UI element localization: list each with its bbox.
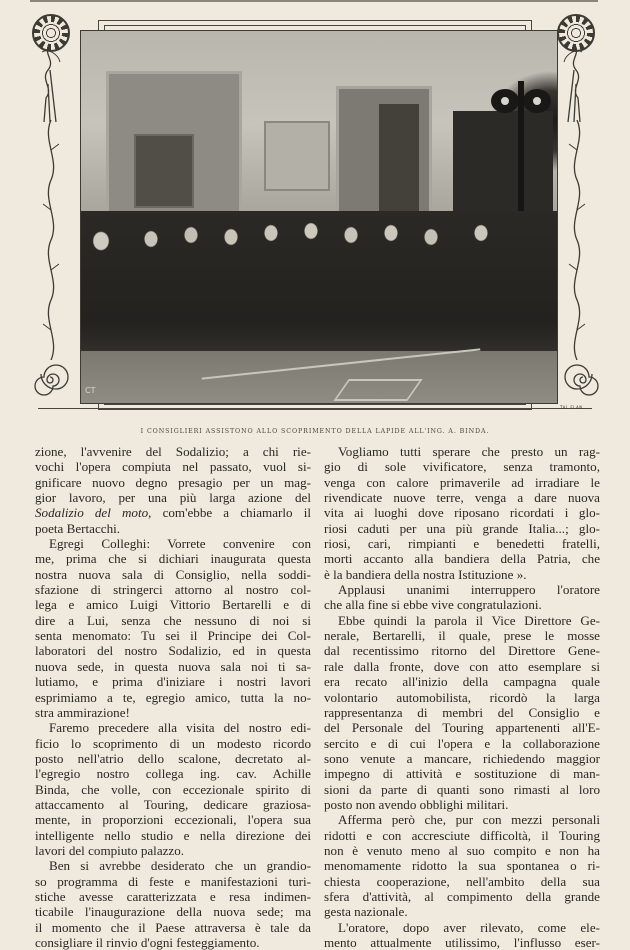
text-line: il momento che il Paese attraversa è tale da (35, 919, 311, 935)
text-line: impegno di attività e sostituzione di man- (324, 766, 600, 782)
text-line: poeta Bertacchi. (35, 520, 121, 536)
text-line: laboratori del nostro Sodalizio, ed in questa (35, 643, 311, 659)
text-line: nuova sede, in questa nuova sala noi ti sa- (35, 658, 311, 674)
text-line: rivendicate nuove terre, venga a dare nuova (324, 490, 600, 506)
text-line: nostra nuova sala di Consiglio, nella soddi- (35, 566, 311, 582)
paragraph (324, 920, 600, 950)
text-line: chiesta cooperazione, nell'ambito della sua (324, 873, 600, 889)
text-line: gesta nazionale. (324, 904, 408, 920)
text-column-right (324, 444, 600, 950)
paragraph (324, 444, 600, 582)
text-line: stra ammirazione! (35, 704, 130, 720)
text-line: del Personale del Touring appartenenti all'E- (324, 720, 600, 736)
text-line: ridotti e con accresciute difficoltà, il Touring (324, 827, 600, 843)
paragraph (324, 582, 600, 613)
text-line: sercito e di cui l'opera e la collaborazione (324, 735, 600, 751)
paragraph (35, 536, 311, 720)
text-line: gnificare nuovo degno presagio per un mag- (35, 474, 311, 490)
text-line: che alla fine si ebbe vive congratulazioni. (324, 597, 542, 613)
text-line: è la bandiera della nostra Istituzione ». (324, 566, 527, 582)
text-line: Ben si avrebbe desiderato che un grandio- (49, 858, 311, 874)
paragraph (35, 858, 311, 950)
paragraph (35, 444, 311, 536)
text-line: rale dalla fronte, dove con atto esemplare si (324, 658, 600, 674)
text-line: Applausi unanimi interruppero l'oratore (338, 582, 600, 598)
text-line: stiche avesse caratterizzata e resa indimen- (35, 888, 311, 904)
paragraph (324, 613, 600, 812)
text-line: rappresentanza di membri del Consiglio e (324, 704, 600, 720)
text-line: Sodalizio del moto, com'ebbe a chiamarlo il (35, 505, 311, 521)
photo-crowd (81, 211, 557, 371)
photo-credit: TAL.FLAN (560, 405, 583, 410)
text-line: ticabile l'inaugurazione della nuova sede; ma (35, 904, 311, 920)
text-line: riosi, cari, rimpianti e benedetti fratelli, (324, 536, 600, 552)
text-line: morti accanto alla bandiera della Patria, che (324, 551, 600, 567)
text-line: sono venute a mancare, richiedendo maggior (324, 750, 600, 766)
text-line: so programma di feste e manifestazioni turi- (35, 873, 311, 889)
text-line: Ebbe quindi la parola il Vice Direttore Ge- (338, 612, 600, 628)
text-column-left (35, 444, 311, 950)
photo-commemorative-plaque (264, 121, 330, 191)
text-line: l'egregio nostro collega ing. cav. Achille (35, 766, 311, 782)
text-line: non è venuto meno al suo compito e non ha (324, 842, 600, 858)
text-line: Binda, che volle, con eccezionale spirito di (35, 781, 311, 797)
text-line: lutiamo, e prima d'iniziare i nostri lavori (35, 674, 311, 690)
text-line: dal recentissimo ritorno del Direttore Gene- (324, 643, 600, 659)
text-line: venga con calore primaverile ad irradiare le (324, 474, 600, 490)
paragraph (35, 720, 311, 858)
text-line: lavori del compiuto palazzo. (35, 842, 185, 858)
text-line: me, prima che si dichiari inaugurata questa (35, 551, 311, 567)
text-line: gio di sole vivificatore, senza tramonto, (324, 459, 600, 475)
text-line: gior lavoro, per una più larga azione del (35, 490, 311, 506)
text-line: volontario automobilista, ricordò la larga (324, 689, 600, 705)
text-line: attaccamento al Touring, dedicare graziosa- (35, 796, 311, 812)
text-line: vochi l'opera compiuta nel passato, vuol si- (35, 459, 311, 475)
text-line: zione, l'avvenire del Sodalizio; a chi rie- (35, 444, 311, 459)
italic-phrase: Sodalizio del moto (35, 505, 149, 521)
text-line: L'oratore, dopo aver rilevato, come ele- (338, 919, 600, 935)
photo-floor (81, 351, 557, 403)
text-line: ficio lo scoprimento di un modesto ricordo (35, 735, 311, 751)
text-line: Faremo precedere alla visita del nostro edi- (49, 720, 311, 736)
text-line: nerale, Bertarelli, il quale, prese le mosse (324, 628, 600, 644)
text-line: Egregi Colleghi: Vorrete convenire con (49, 536, 311, 552)
text-line: mento attualmente utilissimo, l'influsso eser- (324, 935, 600, 950)
text-line: posto nell'atrio dello scalone, decretato al- (35, 750, 311, 766)
paragraph (324, 812, 600, 919)
text-line: lega e amico Luigi Vittorio Bertarelli e di (35, 597, 311, 613)
figure-caption: I CONSIGLIERI ASSISTONO ALLO SCOPRIMENTO DELLA LAPIDE ALL'ING. A. BINDA. (140, 428, 490, 435)
text-line: menomamente ridotto la sua spontanea o ri- (324, 858, 600, 874)
text-line: esprimiamo a te, egregio amico, tutta la no- (35, 689, 311, 705)
text-line: riosi caduti per una più grande Italia...; glo- (324, 520, 600, 536)
text-line: consigliare il rinvio d'ogni festeggiamento. (35, 935, 260, 950)
photo-monogram: CT (85, 386, 96, 395)
text-line: posto non avendo obblighi militari. (324, 796, 509, 812)
text-line: Afferma però che, pur con mezzi personali (338, 812, 600, 828)
text-line: sfera d'attività, al compimento della grande (324, 888, 600, 904)
group-photograph (80, 30, 558, 404)
text-line: sioni da parte di quanti sono rimasti al loro (324, 781, 600, 797)
text-line: intelligente nello studio e nella direzione dei (35, 827, 311, 843)
text-line: Vogliamo tutti sperare che presto un rag- (338, 444, 600, 459)
text-line: dire a Lui, senza che nessuno di noi si (35, 612, 311, 628)
text-line: era recato all'inizio della campagna quale (324, 674, 600, 690)
text-line: vita ai luoghi dove riposano ricordati i glo- (324, 505, 600, 521)
text-line: senta menomato: Tu sei il Principe dei Col- (35, 628, 311, 644)
text-line: sfazione di stringerci attorno al nostro col- (35, 582, 311, 598)
top-rule (30, 0, 598, 2)
text-line: mente, in proporzioni eccezionali, l'opera sua (35, 812, 311, 828)
